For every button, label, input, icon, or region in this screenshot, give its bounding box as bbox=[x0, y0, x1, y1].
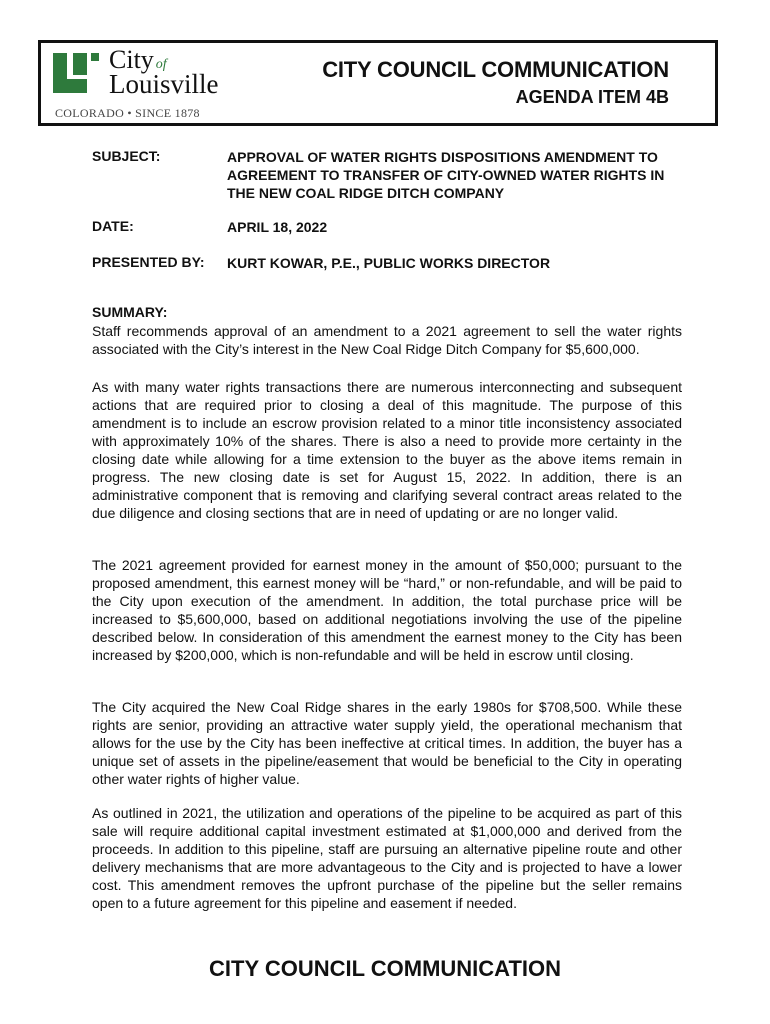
header-box bbox=[38, 40, 718, 126]
summary-paragraph-3: The 2021 agreement provided for earnest money in the amount of $50,000; pursuant to the proposed amendment, this earnest money will be “hard,” or non-refundable, and will be paid to the City upon execution of the amendment. In addition, the total purchase price will be increased to $5,600,000, based on additional negotiations involving the use of the pipeline described below. In consideration of this amendment the earnest money to the City has been increased by $200,000, which is non-refundable and will be held in escrow until closing. bbox=[92, 557, 682, 663]
logo-louisville-text: Louisville bbox=[109, 69, 219, 99]
presented-by-row bbox=[92, 254, 692, 272]
summary-paragraph-2: As with many water rights transactions there are numerous interconnecting and subsequent actions that are required prior to closing a deal of this magnitude. The purpose of this amendment is to include an escrow provision related to a minor title inconsistency associated with approximately 10% of the shares. There is also a need to provide more certainty in the closing date while allowing for a time extension to the buyer as the above items remain in progress. The new closing date is set for August 15, 2022. In addition, there is an administrative component that is removing and clarifying several contract areas related to the due diligence and closing sections that are in need of updating or are no longer valid. bbox=[92, 379, 682, 521]
logo-city-text: City of bbox=[109, 45, 167, 74]
summary-paragraph-4: The City acquired the New Coal Ridge shares in the early 1980s for $708,500. While these rights are senior, providing an attractive water supply yield, the operational mechanism that allows for the use by the City has been ineffective at critical times. In addition, the buyer has a unique set of assets in the pipeline/easement that would be beneficial to the City in operating other water rights of higher value. bbox=[92, 699, 682, 787]
city-logo bbox=[53, 45, 253, 123]
presented-by-label: PRESENTED BY: bbox=[92, 254, 205, 270]
summary-paragraph-5: As outlined in 2021, the utilization and operations of the pipeline to be acquired as part of this sale will require additional capital investment estimated at $1,000,000 and derived from the proceeds. In addition to this pipeline, staff are pursuing an alternative pipeline route and other delivery mechanisms that are more advantageous to the City and is projected to have a lower cost. This amendment removes the upfront purchase of the pipeline but the seller remains open to a future agreement for this pipeline and easement if needed. bbox=[92, 805, 682, 911]
footer-title: CITY COUNCIL COMMUNICATION bbox=[209, 956, 561, 981]
subject-label: SUBJECT: bbox=[92, 148, 161, 164]
logo-tagline: COLORADO • SINCE 1878 bbox=[55, 106, 200, 120]
presented-by-value: KURT KOWAR, P.E., PUBLIC WORKS DIRECTOR bbox=[227, 255, 551, 271]
header-title: CITY COUNCIL COMMUNICATION bbox=[322, 57, 669, 82]
subject-row bbox=[92, 148, 692, 202]
date-row bbox=[92, 218, 692, 236]
agenda-item: AGENDA ITEM 4B bbox=[515, 87, 669, 107]
summary-paragraph-1: Staff recommends approval of an amendment to a 2021 agreement to sell the water rights associated with the City’s interest in the New Coal Ridge Ditch Company for $5,600,000. bbox=[92, 323, 682, 357]
louisville-logo-icon bbox=[53, 49, 101, 97]
date-label: DATE: bbox=[92, 218, 134, 234]
subject-value: APPROVAL OF WATER RIGHTS DISPOSITIONS AMENDMENT TO AGREEMENT TO TRANSFER OF CITY-OWNED WATER RIGHTS IN THE NEW COAL RIDGE DITCH COMPANY bbox=[227, 149, 665, 201]
date-value: APRIL 18, 2022 bbox=[227, 219, 328, 235]
summary-heading: SUMMARY: bbox=[92, 304, 168, 320]
